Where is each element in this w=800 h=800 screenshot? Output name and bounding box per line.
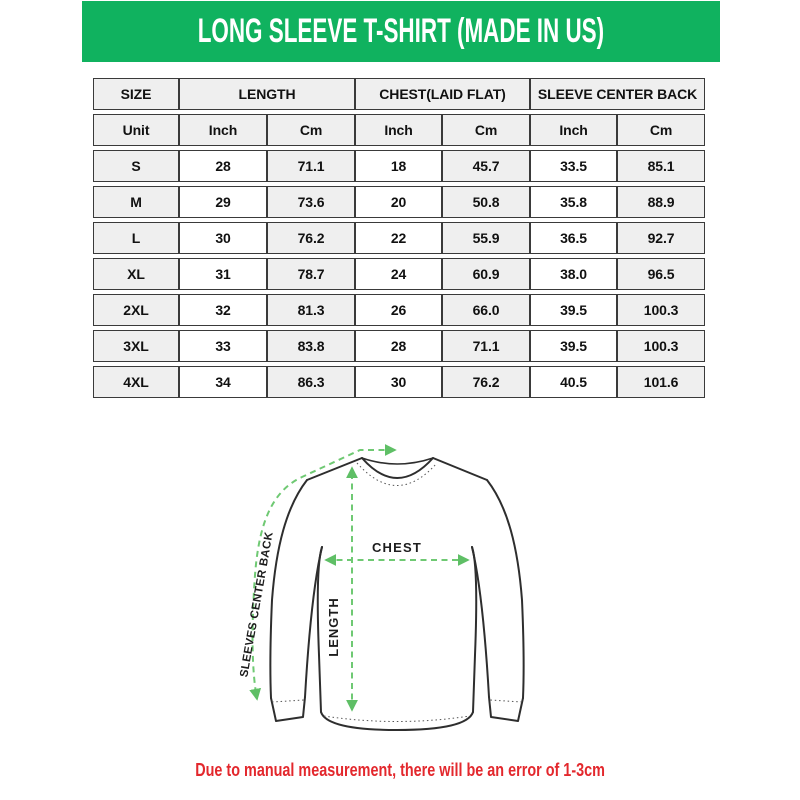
size-cell: M — [93, 186, 179, 218]
value-cell: 50.8 — [442, 186, 530, 218]
page-title: LONG SLEEVE T-SHIRT (MADE IN US) — [197, 12, 605, 50]
hem-stitch — [324, 716, 470, 722]
table-row-s — [93, 150, 705, 182]
size-cell: S — [93, 150, 179, 182]
left-cuff-stitch — [272, 700, 304, 702]
value-cell: 101.6 — [617, 366, 705, 398]
col-header-length: LENGTH — [179, 78, 355, 110]
value-cell: 86.3 — [267, 366, 355, 398]
value-cell: 73.6 — [267, 186, 355, 218]
value-cell: 22 — [355, 222, 442, 254]
unit-header-cell: Cm — [617, 114, 705, 146]
value-cell: 28 — [179, 150, 267, 182]
value-cell: 18 — [355, 150, 442, 182]
right-cuff-stitch — [490, 700, 522, 702]
size-cell: XL — [93, 258, 179, 290]
value-cell: 88.9 — [617, 186, 705, 218]
table-row-m — [93, 186, 705, 218]
shirt-outline — [270, 458, 523, 730]
value-cell: 76.2 — [267, 222, 355, 254]
value-cell: 36.5 — [530, 222, 617, 254]
table-row-3xl — [93, 330, 705, 362]
footer-note — [0, 760, 800, 781]
col-header-chest: CHEST(LAID FLAT) — [355, 78, 530, 110]
size-chart-table — [93, 74, 705, 402]
title-banner — [82, 1, 720, 62]
size-cell: 3XL — [93, 330, 179, 362]
table-row-xl — [93, 258, 705, 290]
disclaimer-text: Due to manual measurement, there will be an error of 1-3cm — [195, 760, 605, 780]
value-cell: 34 — [179, 366, 267, 398]
value-cell: 33.5 — [530, 150, 617, 182]
size-cell: 4XL — [93, 366, 179, 398]
value-cell: 26 — [355, 294, 442, 326]
left-cuff — [271, 697, 305, 721]
left-shoulder-seam — [307, 458, 362, 480]
unit-header-cell: Unit — [93, 114, 179, 146]
col-header-sleeve: SLEEVE CENTER BACK — [530, 78, 705, 110]
right-shoulder-seam — [433, 458, 487, 480]
table-row-4xl — [93, 366, 705, 398]
value-cell: 38.0 — [530, 258, 617, 290]
unit-header-cell: Inch — [530, 114, 617, 146]
value-cell: 100.3 — [617, 330, 705, 362]
value-cell: 40.5 — [530, 366, 617, 398]
value-cell: 33 — [179, 330, 267, 362]
value-cell: 55.9 — [442, 222, 530, 254]
value-cell: 30 — [355, 366, 442, 398]
value-cell: 76.2 — [442, 366, 530, 398]
value-cell: 92.7 — [617, 222, 705, 254]
measurement-arrows — [253, 450, 468, 710]
size-cell: L — [93, 222, 179, 254]
value-cell: 60.9 — [442, 258, 530, 290]
unit-header-cell: Cm — [267, 114, 355, 146]
value-cell: 66.0 — [442, 294, 530, 326]
value-cell: 81.3 — [267, 294, 355, 326]
sleeve-center-back-label: SLEEVES CENTER BACK — [238, 530, 276, 679]
table-row-l — [93, 222, 705, 254]
value-cell: 32 — [179, 294, 267, 326]
value-cell: 39.5 — [530, 330, 617, 362]
body-right-edge — [472, 547, 476, 712]
value-cell: 83.8 — [267, 330, 355, 362]
value-cell: 28 — [355, 330, 442, 362]
value-cell: 29 — [179, 186, 267, 218]
left-sleeve-outer — [270, 480, 307, 698]
value-cell: 100.3 — [617, 294, 705, 326]
stitch-lines — [272, 463, 522, 722]
value-cell: 71.1 — [267, 150, 355, 182]
body-left-edge — [318, 547, 322, 712]
right-cuff — [489, 697, 523, 721]
value-cell: 71.1 — [442, 330, 530, 362]
value-cell: 35.8 — [530, 186, 617, 218]
size-cell: 2XL — [93, 294, 179, 326]
col-header-size: SIZE — [93, 78, 179, 110]
table-row-2xl — [93, 294, 705, 326]
group-header-row — [93, 78, 705, 110]
value-cell: 30 — [179, 222, 267, 254]
value-cell: 39.5 — [530, 294, 617, 326]
value-cell: 96.5 — [617, 258, 705, 290]
value-cell: 85.1 — [617, 150, 705, 182]
unit-header-row — [93, 114, 705, 146]
unit-header-cell: Cm — [442, 114, 530, 146]
chest-label: CHEST — [371, 540, 423, 555]
value-cell: 24 — [355, 258, 442, 290]
value-cell: 20 — [355, 186, 442, 218]
shirt-diagram — [228, 438, 572, 748]
value-cell: 45.7 — [442, 150, 530, 182]
unit-header-cell: Inch — [355, 114, 442, 146]
shirt-diagram-svg — [228, 438, 572, 748]
collar-back-line — [362, 458, 433, 464]
value-cell: 78.7 — [267, 258, 355, 290]
length-label: LENGTH — [326, 597, 341, 657]
right-sleeve-outer — [487, 480, 524, 698]
value-cell: 31 — [179, 258, 267, 290]
unit-header-cell: Inch — [179, 114, 267, 146]
